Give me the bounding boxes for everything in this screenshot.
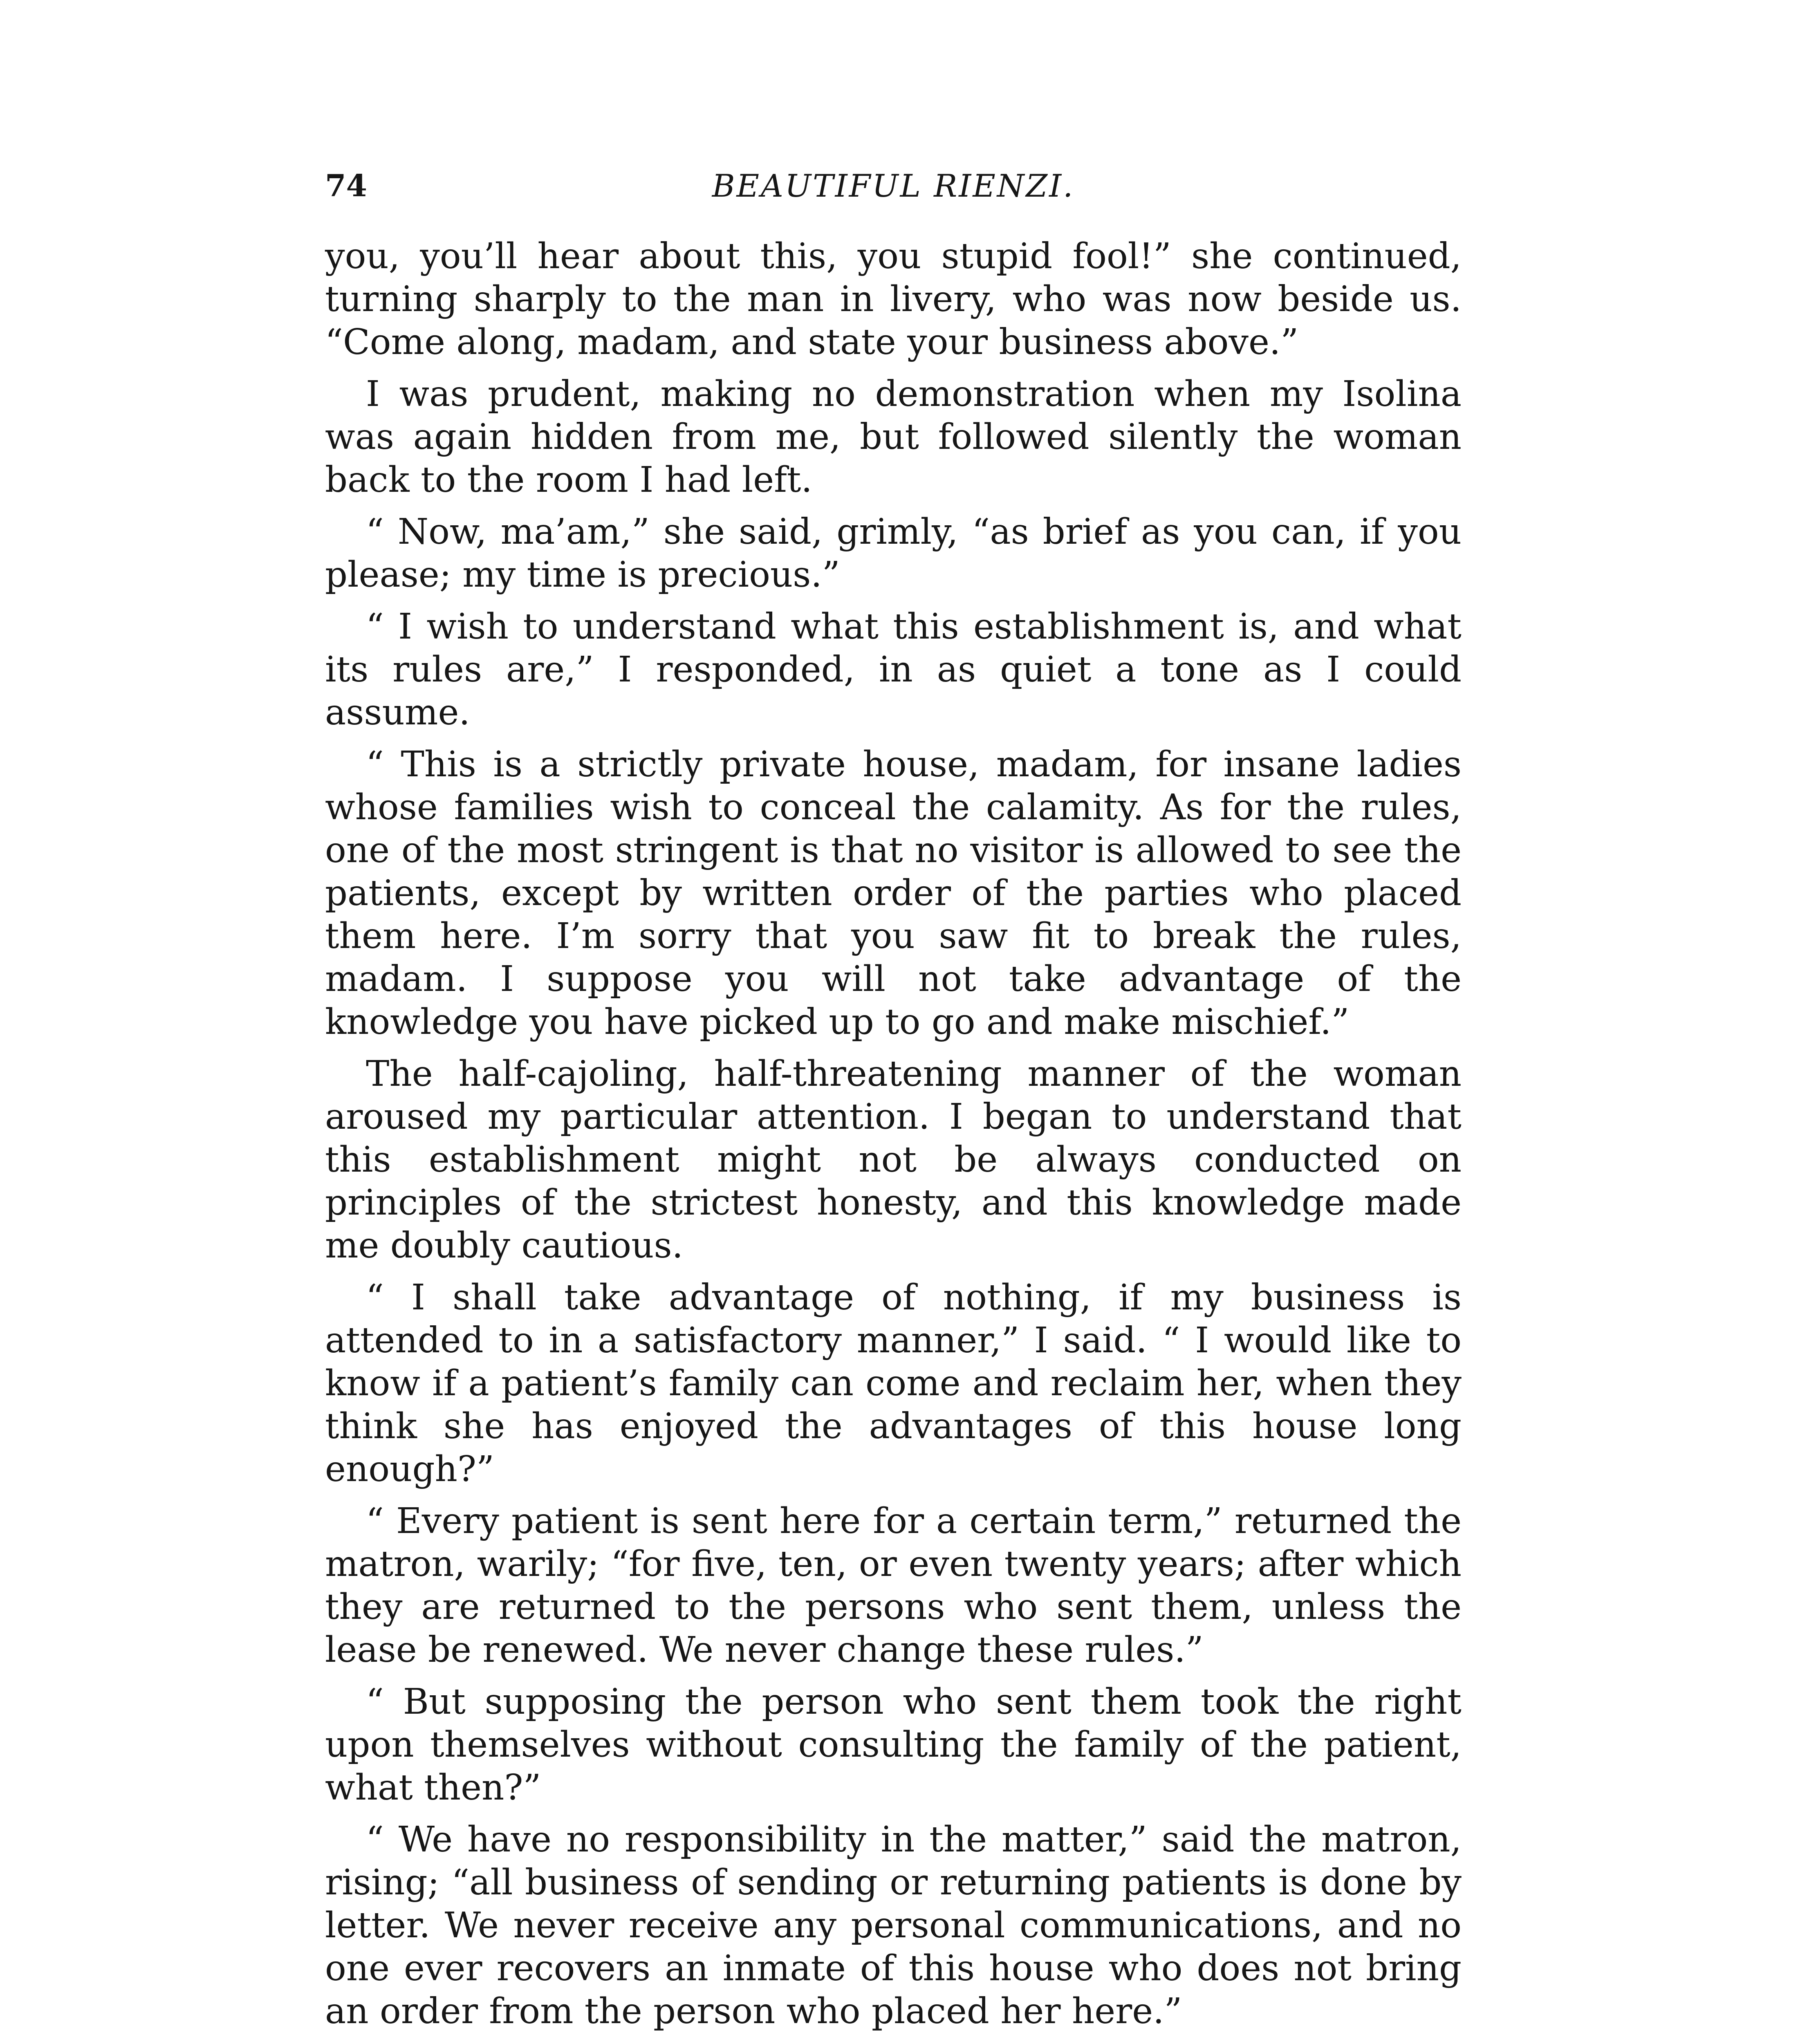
paragraph-continued: you, you’ll hear about this, you stupid fool!” she continued, turning sharply to the man in livery, who was now beside us. “Come along, madam, and state your business above.” — [325, 236, 1462, 363]
paragraph: “ But supposing the person who sent them took the right upon themselves without consulting the family of the patient, what then?” — [325, 1681, 1462, 1808]
paragraph: “ Every patient is sent here for a certain term,” returned the matron, warily; “for five, ten, or even twenty years; after which they are returned to the persons who sent them, unless the lease be renewed. We never change these rules.” — [325, 1501, 1462, 1670]
body-text — [325, 235, 1462, 2042]
paragraph: I was prudent, making no demonstration when my Isolina was again hidden from me, but followed silently the woman back to the room I had left. — [325, 374, 1462, 500]
paragraph: “ I wish to understand what this establishment is, and what its rules are,” I responded, in as quiet a tone as I could assume. — [325, 606, 1462, 733]
paragraph: “ I shall take advantage of nothing, if my business is attended to in a satisfactory manner,” I said. “ I would like to know if a patient’s family can come and reclaim her, when they think she has enjoyed the advantages of this house long enough?” — [325, 1277, 1462, 1490]
paragraph: The half-cajoling, half-threatening manner of the woman aroused my particular attention. I began to understand that this establishment might not be always conducted on principles of the strictest honesty, and this knowledge made me doubly cautious. — [325, 1053, 1462, 1266]
paragraph: “ Now, ma’am,” she said, grimly, “as brief as you can, if you please; my time is precious.” — [325, 511, 1462, 595]
paragraph: “ This is a strictly private house, madam, for insane ladies whose families wish to conceal the calamity. As for the rules, one of the most stringent is that no visitor is allowed to see the patients, except by written order of the parties who placed them here. I’m sorry that you saw fit to break the rules, madam. I suppose you will not take advantage of the knowledge you have picked up to go and make mischief.” — [325, 744, 1462, 1042]
page-header — [325, 161, 1462, 211]
page-number: 74 — [325, 168, 367, 204]
running-title: BEAUTIFUL RIENZI. — [712, 168, 1075, 204]
paragraph: “ We have no responsibility in the matter,” said the matron, rising; “all business of sending or returning patients is done by letter. We never receive any personal communications, and no one ever recovers an inmate of this house who does not bring an order from the person who placed her here.” — [325, 1819, 1462, 2032]
